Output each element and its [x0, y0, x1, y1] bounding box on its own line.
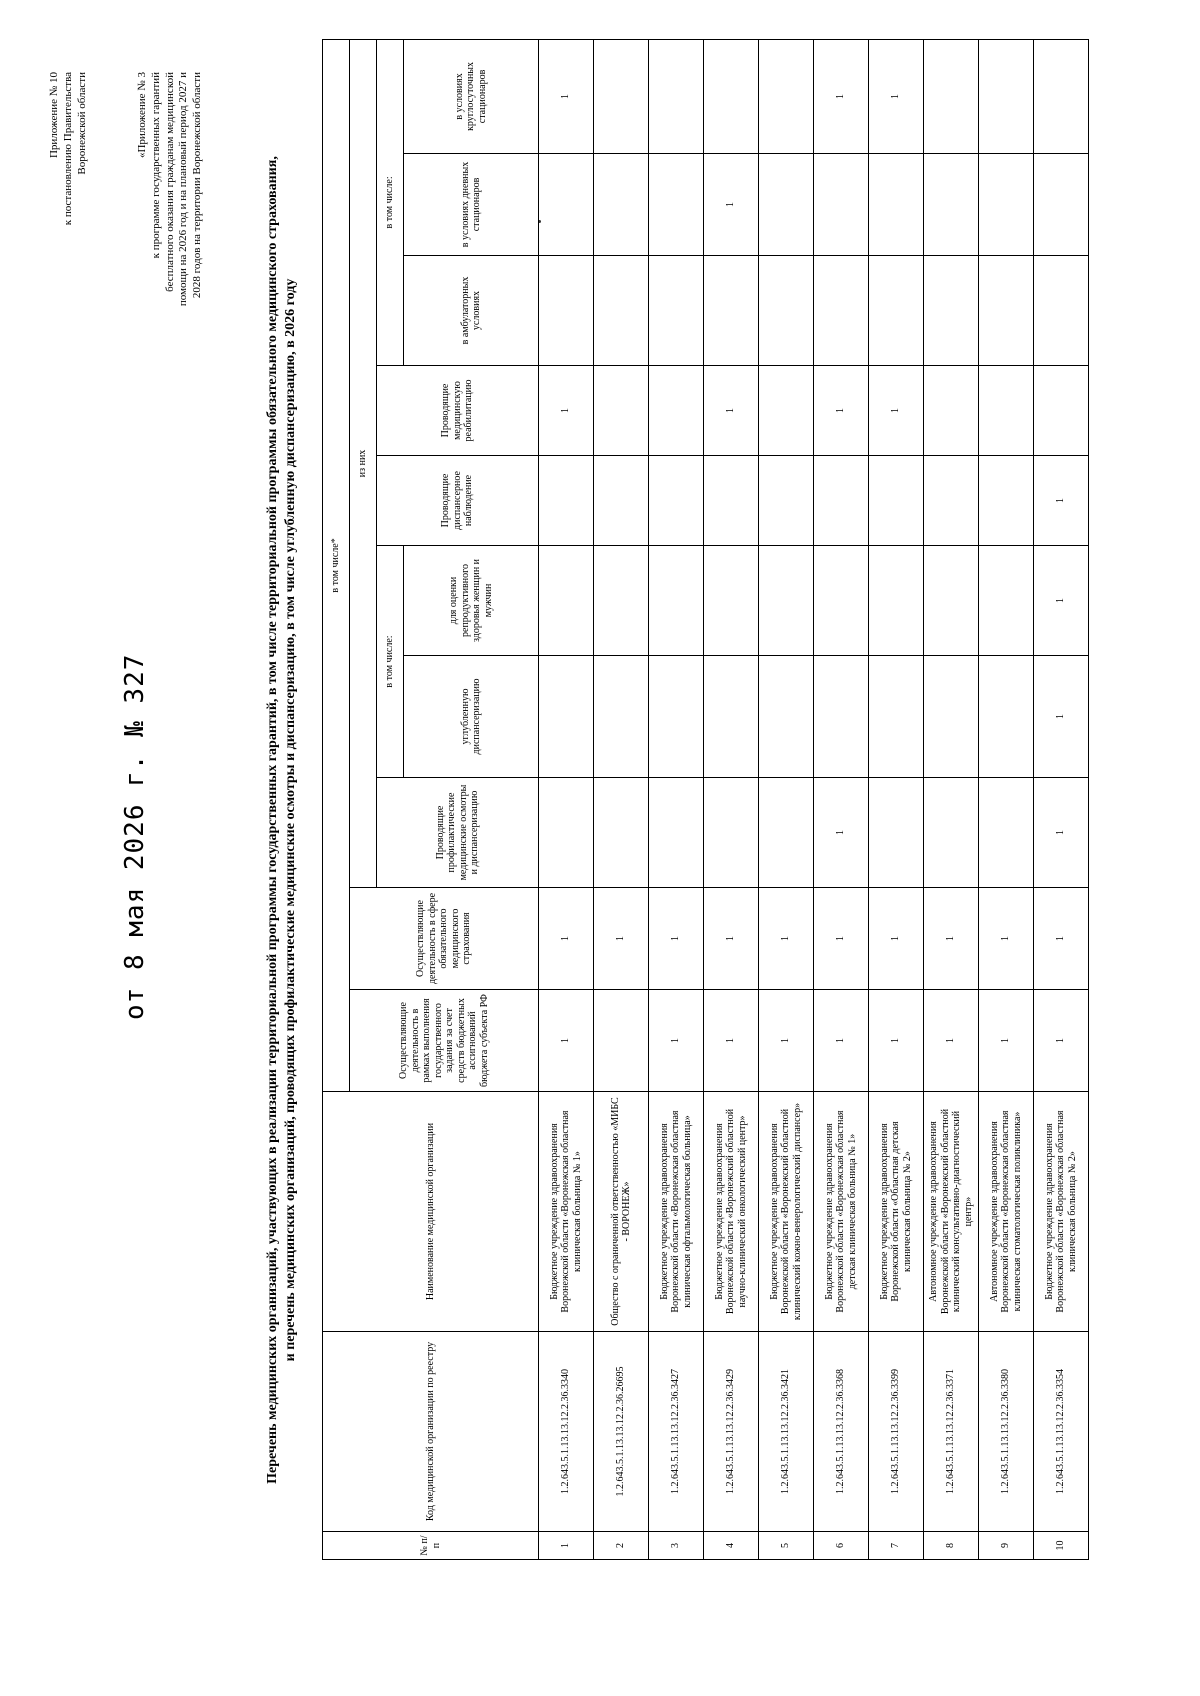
cell-prof: 1	[814, 778, 869, 888]
appendix-10-header	[48, 72, 89, 225]
cell-name: Бюджетное учреждение здравоохранения Воронежской области «Воронежская областная клиническая офтальмологическая больница»	[649, 1092, 704, 1332]
cell-amb	[539, 256, 594, 366]
appendix-3-line: 2028 годов на территории Воронежской области	[191, 72, 203, 299]
cell-repro	[704, 546, 759, 656]
cell-budget: 1	[1034, 990, 1089, 1092]
cell-oms: 1	[814, 888, 869, 990]
cell-day	[649, 154, 704, 256]
cell-round	[979, 39, 1034, 153]
cell-amb	[649, 256, 704, 366]
cell-rehab: 1	[539, 366, 594, 456]
table-row	[539, 39, 594, 1559]
cell-oms: 1	[704, 888, 759, 990]
cell-repro	[759, 546, 814, 656]
date-number-stamp: от 8 мая 2026 г. № 327	[120, 653, 150, 1020]
document-title	[264, 80, 300, 1560]
cell-name: Бюджетное учреждение здравоохранения Воронежской области «Воронежская областная детская клиническая больница № 1»	[814, 1092, 869, 1332]
cell-num: 9	[979, 1532, 1034, 1560]
header-group-vtomchisle-prof: в том числе:	[377, 546, 404, 778]
cell-repro: 1	[1034, 546, 1089, 656]
cell-prof: 1	[1034, 778, 1089, 888]
cell-uglub	[649, 656, 704, 778]
cell-num: 10	[1034, 1532, 1089, 1560]
cell-rehab	[759, 366, 814, 456]
cell-repro	[539, 546, 594, 656]
cell-name: Автономное учреждение здравоохранения Воронежской области «Воронежский областной клинический консультативно-диагностический центр»	[924, 1092, 979, 1332]
header-group-vtomchisle-rehab: в том числе:	[377, 39, 404, 365]
header-budget: Осуществляющие деятельность в рамках выполнения государственного задания за счет средств бюджетных ассигнований бюджета субъекта РФ	[350, 990, 539, 1092]
cell-oms: 1	[759, 888, 814, 990]
cell-num: 8	[924, 1532, 979, 1560]
header-num: № п/п	[323, 1532, 539, 1560]
cell-uglub	[594, 656, 649, 778]
header-repro: для оценки репродуктивного здоровья женщин и мужчин	[404, 546, 539, 656]
cell-budget	[594, 990, 649, 1092]
cell-repro	[649, 546, 704, 656]
cell-rehab	[979, 366, 1034, 456]
cell-day	[539, 154, 594, 256]
cell-name: Автономное учреждение здравоохранения Воронежской области «Воронежская областная клиническая стоматологическая поликлиника»	[979, 1092, 1034, 1332]
cell-name: Бюджетное учреждение здравоохранения Воронежской области «Воронежский областной клинический кожно-венерологический диспансер»	[759, 1092, 814, 1332]
cell-disp	[814, 456, 869, 546]
cell-round	[594, 39, 649, 153]
cell-rehab: 1	[814, 366, 869, 456]
cell-name: Бюджетное учреждение здравоохранения Воронежской области «Воронежская областная клиническая больница № 2»	[1034, 1092, 1089, 1332]
appendix-3-header	[136, 72, 205, 392]
cell-budget: 1	[649, 990, 704, 1092]
cell-budget: 1	[814, 990, 869, 1092]
cell-code: 1.2.643.5.1.13.13.12.2.36.3427	[649, 1332, 704, 1532]
cell-num: 4	[704, 1532, 759, 1560]
cell-day: 1	[704, 154, 759, 256]
header-group-iznih: из них	[350, 39, 377, 887]
cell-repro	[869, 546, 924, 656]
cell-disp	[869, 456, 924, 546]
cell-code: 1.2.643.5.1.13.13.12.2.36.26695	[594, 1332, 649, 1532]
header-oms: Осуществляющие деятельность в сфере обязательного медицинского страхования	[350, 888, 539, 990]
cell-disp	[594, 456, 649, 546]
table-row	[704, 39, 759, 1559]
table-row	[869, 39, 924, 1559]
cell-repro	[814, 546, 869, 656]
cell-num: 7	[869, 1532, 924, 1560]
cell-prof	[594, 778, 649, 888]
cell-uglub	[759, 656, 814, 778]
appendix-10-line: Воронежской области	[75, 72, 88, 175]
cell-rehab	[924, 366, 979, 456]
header-prof: Проводящие профилактические медицинские осмотры и диспансеризацию	[377, 778, 539, 888]
cell-name: Бюджетное учреждение здравоохранения Воронежской области «Областная детская клиническая больница № 2»	[869, 1092, 924, 1332]
header-uglub: углубленную диспансеризацию	[404, 656, 539, 778]
cell-oms: 1	[869, 888, 924, 990]
cell-oms: 1	[539, 888, 594, 990]
cell-disp	[704, 456, 759, 546]
cell-code: 1.2.643.5.1.13.13.12.2.36.3371	[924, 1332, 979, 1532]
cell-day	[1034, 154, 1089, 256]
cell-repro	[924, 546, 979, 656]
cell-round	[924, 39, 979, 153]
cell-prof	[539, 778, 594, 888]
cell-day	[759, 154, 814, 256]
cell-code: 1.2.643.5.1.13.13.12.2.36.3380	[979, 1332, 1034, 1532]
cell-round	[649, 39, 704, 153]
cell-disp	[759, 456, 814, 546]
cell-round: 1	[814, 39, 869, 153]
cell-uglub	[704, 656, 759, 778]
cell-rehab	[1034, 366, 1089, 456]
cell-round	[704, 39, 759, 153]
cell-code: 1.2.643.5.1.13.13.12.2.36.3354	[1034, 1332, 1089, 1532]
appendix-10-line: Приложение № 10	[48, 72, 60, 159]
cell-day	[869, 154, 924, 256]
cell-uglub	[924, 656, 979, 778]
cell-prof	[869, 778, 924, 888]
cell-disp	[649, 456, 704, 546]
cell-rehab: 1	[869, 366, 924, 456]
header-amb: в амбулаторных условиях	[404, 256, 539, 366]
header-rehab: Проводящие медицинскую реабилитацию	[377, 366, 539, 456]
cell-code: 1.2.643.5.1.13.13.12.2.36.3421	[759, 1332, 814, 1532]
cell-num: 5	[759, 1532, 814, 1560]
cell-name: Общество с ограниченной ответственностью «МИБС - ВОРОНЕЖ»	[594, 1092, 649, 1332]
cell-day	[979, 154, 1034, 256]
header-name: Наименование медицинской организации	[323, 1092, 539, 1332]
cell-round	[1034, 39, 1089, 153]
appendix-3-line: к программе государственных гарантий	[149, 72, 162, 259]
cell-disp: 1	[1034, 456, 1089, 546]
cell-repro	[594, 546, 649, 656]
cell-budget: 1	[539, 990, 594, 1092]
cell-amb	[979, 256, 1034, 366]
cell-budget: 1	[759, 990, 814, 1092]
cell-budget: 1	[979, 990, 1034, 1092]
appendix-3-line: бесплатного оказания гражданам медицинской	[163, 72, 176, 292]
cell-amb	[594, 256, 649, 366]
cell-uglub	[814, 656, 869, 778]
table-row	[759, 39, 814, 1559]
cell-code: 1.2.643.5.1.13.13.12.2.36.3429	[704, 1332, 759, 1532]
cell-day	[594, 154, 649, 256]
cell-prof	[649, 778, 704, 888]
cell-uglub	[539, 656, 594, 778]
appendix-3-line: помощи на 2026 год и на плановый период 2027 и	[177, 72, 190, 307]
cell-budget: 1	[704, 990, 759, 1092]
cell-oms: 1	[594, 888, 649, 990]
cell-amb	[869, 256, 924, 366]
cell-rehab: 1	[704, 366, 759, 456]
cell-amb	[759, 256, 814, 366]
title-line-1: Перечень медицинских организаций, участвующих в реализации территориальной программы государственных гарантий, в том числе территориальной программы обязательного медицинского страхования,	[265, 156, 280, 1484]
cell-budget: 1	[924, 990, 979, 1092]
cell-rehab	[594, 366, 649, 456]
cell-disp	[979, 456, 1034, 546]
cell-prof	[924, 778, 979, 888]
table-row	[814, 39, 869, 1559]
organizations-table	[322, 39, 1089, 1560]
cell-uglub	[979, 656, 1034, 778]
cell-code: 1.2.643.5.1.13.13.12.2.36.3340	[539, 1332, 594, 1532]
cell-amb	[924, 256, 979, 366]
cell-repro	[979, 546, 1034, 656]
table-row	[594, 39, 649, 1559]
cell-num: 1	[539, 1532, 594, 1560]
cell-oms: 1	[1034, 888, 1089, 990]
cell-day	[924, 154, 979, 256]
cell-oms: 1	[924, 888, 979, 990]
cell-amb	[814, 256, 869, 366]
cell-round: 1	[539, 39, 594, 153]
cell-prof	[759, 778, 814, 888]
cell-oms: 1	[979, 888, 1034, 990]
cell-oms: 1	[649, 888, 704, 990]
appendix-3-line: «Приложение № 3	[136, 72, 148, 159]
cell-disp	[924, 456, 979, 546]
cell-num: 2	[594, 1532, 649, 1560]
cell-budget: 1	[869, 990, 924, 1092]
cell-rehab	[649, 366, 704, 456]
appendix-10-line: к постановлению Правительства	[61, 72, 74, 226]
cell-prof	[979, 778, 1034, 888]
cell-prof	[704, 778, 759, 888]
cell-num: 6	[814, 1532, 869, 1560]
cell-round: 1	[869, 39, 924, 153]
cell-name: Бюджетное учреждение здравоохранения Воронежской области «Воронежская областная клиническая больница № 1»	[539, 1092, 594, 1332]
cell-day	[814, 154, 869, 256]
cell-uglub: 1	[1034, 656, 1089, 778]
table-row	[649, 39, 704, 1559]
header-code: Код медицинской организации по реестру	[323, 1332, 539, 1532]
cell-round	[759, 39, 814, 153]
header-group-vtomchisle: в том числе*	[323, 39, 350, 1091]
cell-disp	[539, 456, 594, 546]
header-disp: Проводящие диспансерное наблюдение	[377, 456, 539, 546]
cell-name: Бюджетное учреждение здравоохранения Воронежской области «Воронежский областной научно-клинический онкологический центр»	[704, 1092, 759, 1332]
cell-num: 3	[649, 1532, 704, 1560]
table-row	[979, 39, 1034, 1559]
header-day: в условиях дневных стационаров	[404, 154, 539, 256]
cell-code: 1.2.643.5.1.13.13.12.2.36.3399	[869, 1332, 924, 1532]
title-line-2: и перечень медицинских организаций, проводящих профилактические медицинские осмотры и диспансеризацию, в том числе углубленную диспансеризацию, в 2026 году	[283, 278, 299, 1362]
cell-amb	[1034, 256, 1089, 366]
cell-amb	[704, 256, 759, 366]
table-row	[1034, 39, 1089, 1559]
cell-code: 1.2.643.5.1.13.13.12.2.36.3368	[814, 1332, 869, 1532]
header-round: в условиях круглосуточных стационаров	[404, 39, 539, 153]
cell-uglub	[869, 656, 924, 778]
table-row	[924, 39, 979, 1559]
